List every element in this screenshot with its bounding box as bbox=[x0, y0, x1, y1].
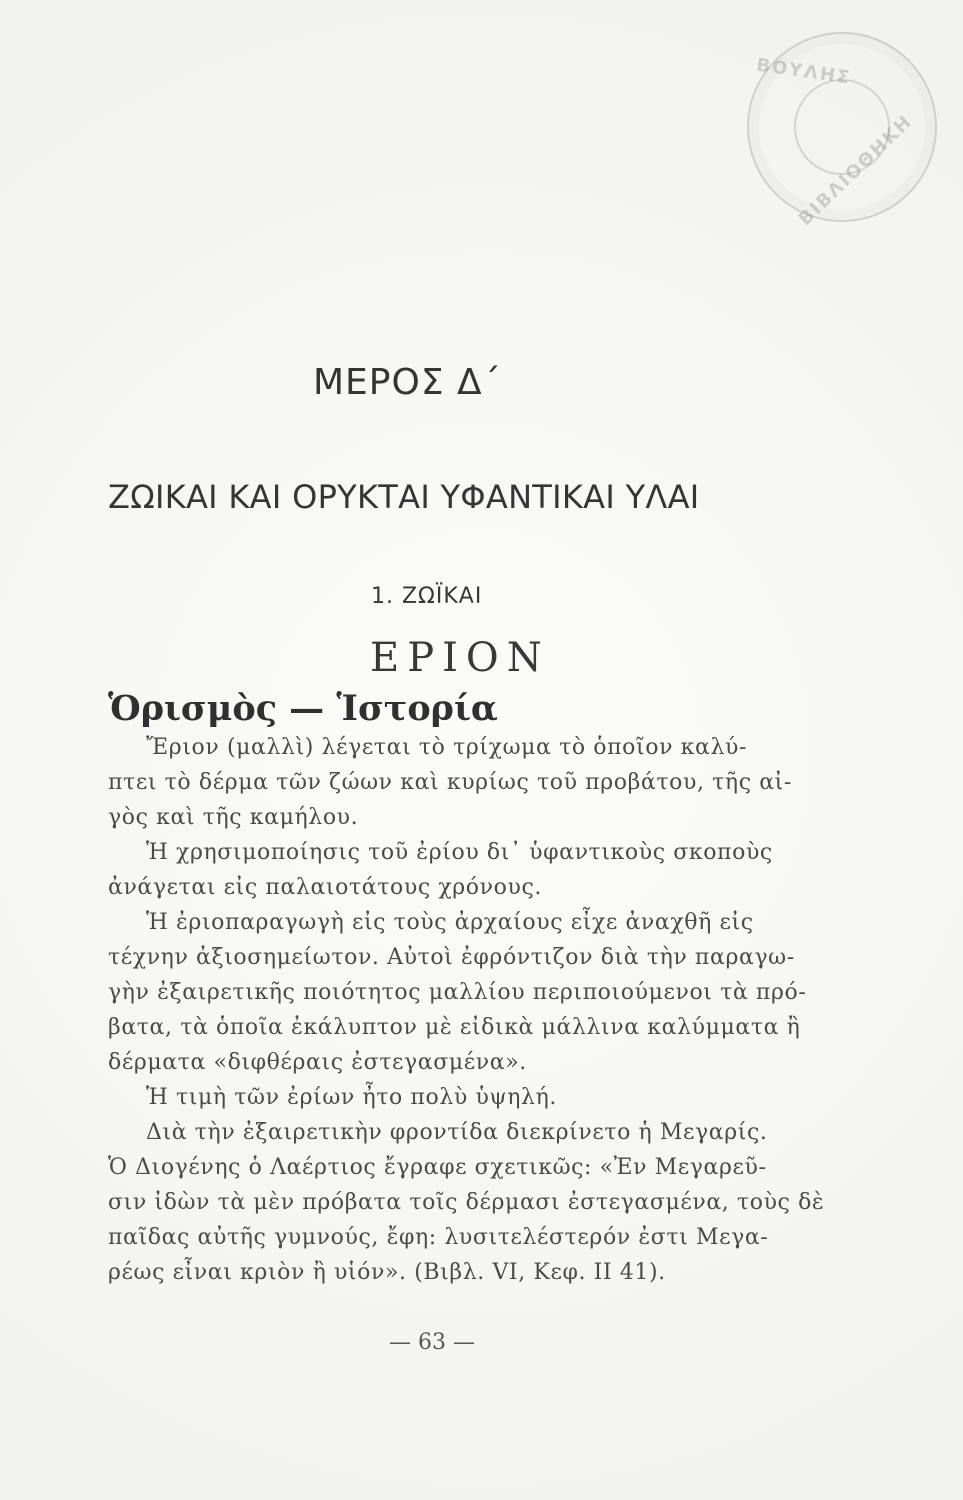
stamp-bottom-text: ΒΙΒΛΙΟΘΗΚΗ bbox=[794, 110, 917, 230]
text-line: Ὁ Διογένης ὁ Λαέρτιος ἔγραφε σχετικῶς: «Ἐν Μεγαρεῦ- bbox=[108, 1155, 767, 1180]
text-line: ρέως εἶναι κριὸν ἢ υἱόν». (Βιβλ. VI, Κεφ. II 41). bbox=[108, 1260, 666, 1285]
text-line: γὸς καὶ τῆς καμήλου. bbox=[108, 805, 359, 830]
text-line: δέρματα «διφθέραις ἐστεγασμένα». bbox=[108, 1050, 527, 1075]
text-line: σιν ἰδὼν τὰ μὲν πρόβατα τοῖς δέρμασι ἐστεγασμένα, τοὺς δὲ bbox=[108, 1190, 825, 1215]
text-line: βατα, τὰ ὁποῖα ἐκάλυπτον μὲ εἰδικὰ μάλλινα καλύμματα ἢ bbox=[108, 1015, 801, 1040]
part-title: ΜΕΡΟΣ Δ΄ bbox=[313, 362, 502, 403]
page-number: — 63 — bbox=[389, 1330, 475, 1355]
text-line: ἀνάγεται εἰς παλαιοτάτους χρόνους. bbox=[108, 875, 542, 900]
stamp-top-text: ΒΟΥΛΗΣ bbox=[755, 54, 853, 89]
section-heading: Ὁρισμὸς — Ἱστορία bbox=[108, 688, 498, 729]
text-line: Διὰ τὴν ἐξαιρετικὴν φροντίδα διεκρίνετο ἡ Μεγαρίς. bbox=[146, 1120, 768, 1145]
text-line: Ἡ τιμὴ τῶν ἐρίων ἦτο πολὺ ὑψηλή. bbox=[146, 1085, 557, 1110]
text-line: τέχνην ἀξιοσημείωτον. Αὐτοὶ ἐφρόντιζον διὰ τὴν παραγω- bbox=[108, 945, 795, 970]
text-line: Ἡ χρησιμοποίησις τοῦ ἐρίου δι᾿ ὑφαντικοὺς σκοποὺς bbox=[146, 840, 773, 865]
main-heading: ΖΩΙΚΑΙ ΚΑΙ ΟΡΥΚΤΑΙ ΥΦΑΝΤΙΚΑΙ ΥΛΑΙ bbox=[108, 478, 700, 516]
subsection-heading: 1. ΖΩΪΚΑΙ bbox=[371, 584, 483, 609]
text-line: Ἔριον (μαλλὶ) λέγεται τὸ τρίχωμα τὸ ὁποῖον καλύ- bbox=[146, 735, 748, 760]
text-line: Ἡ ἐριοπαραγωγὴ εἰς τοὺς ἀρχαίους εἶχε ἀναχθῆ εἰς bbox=[146, 910, 754, 935]
wool-title: ΕΡΙΟΝ bbox=[370, 635, 550, 681]
library-stamp bbox=[722, 7, 961, 246]
text-line: παῖδας αὐτῆς γυμνούς, ἔφη: λυσιτελέστερόν ἐστι Μεγα- bbox=[108, 1225, 769, 1250]
text-line: γὴν ἐξαιρετικῆς ποιότητος μαλλίου περιποιούμενοι τὰ πρό- bbox=[108, 980, 807, 1005]
text-line: πτει τὸ δέρμα τῶν ζώων καὶ κυρίως τοῦ προβάτου, τῆς αἰ- bbox=[108, 770, 792, 795]
